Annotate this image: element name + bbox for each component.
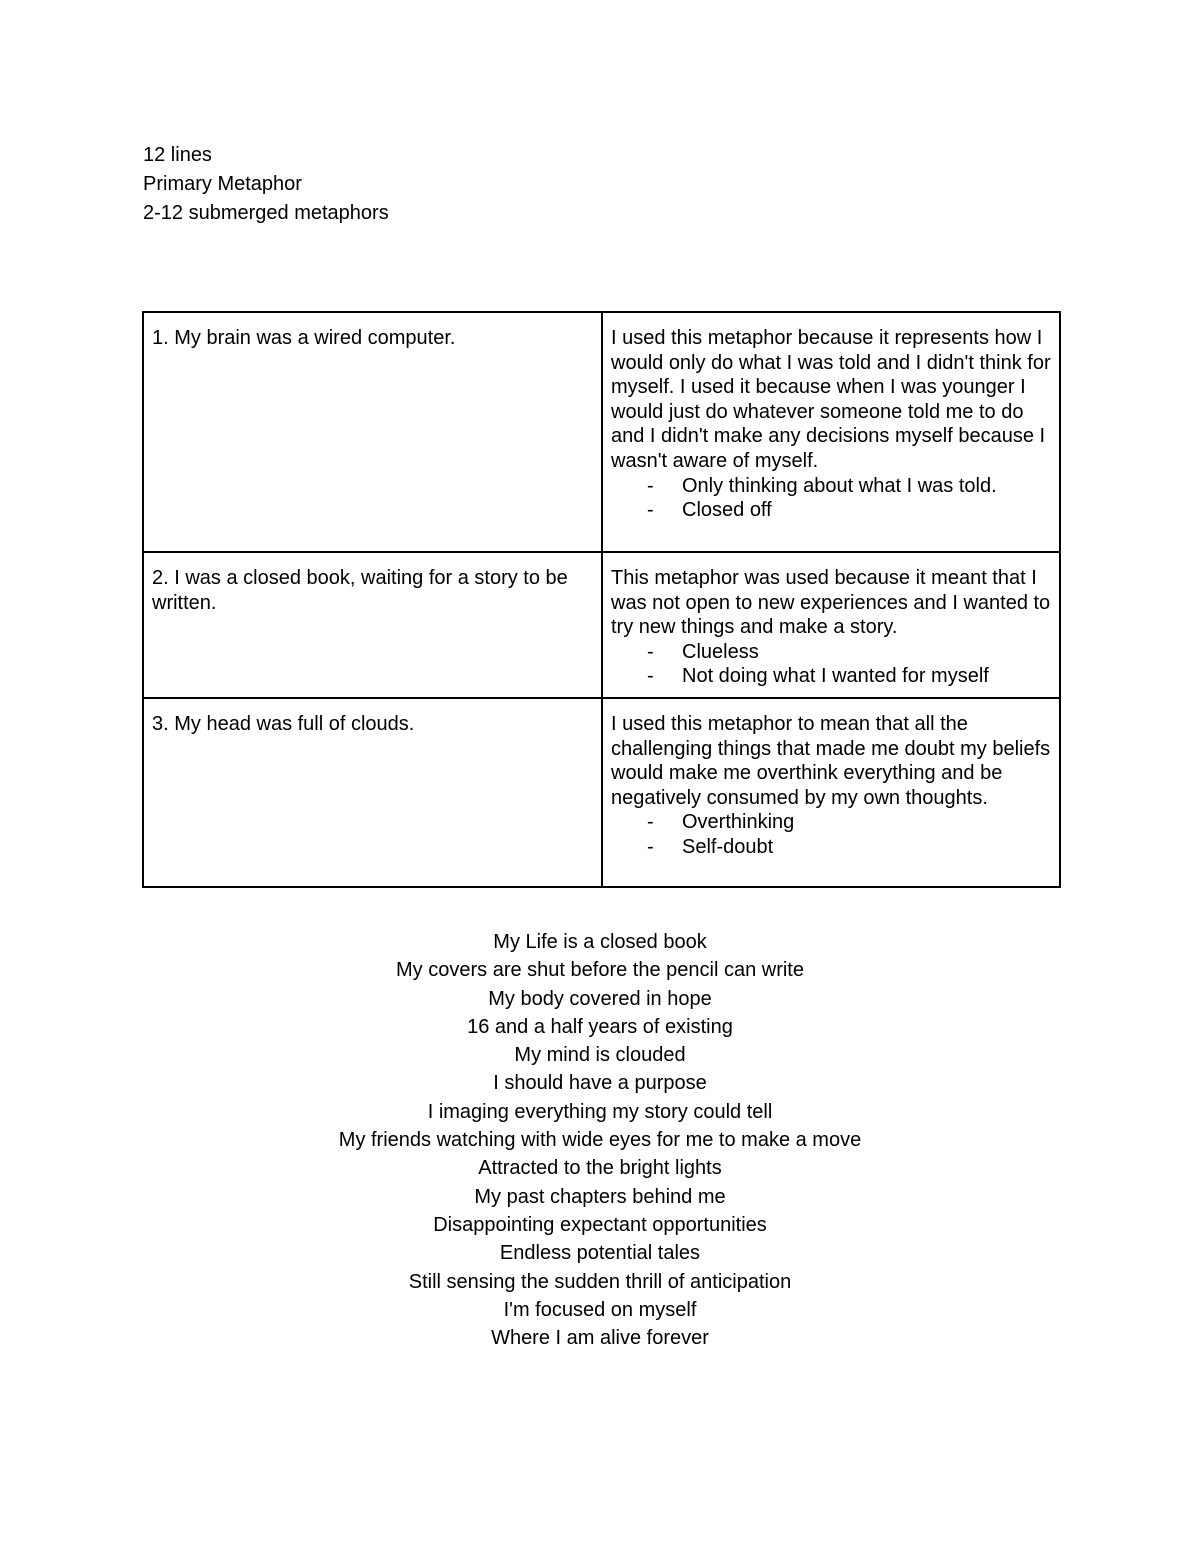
poem-line: Disappointing expectant opportunities xyxy=(433,1213,767,1236)
poem-line: I imaging everything my story could tell xyxy=(427,1100,773,1123)
assignment-requirements xyxy=(143,141,389,228)
bullet-item: - Overthinking xyxy=(611,810,1051,835)
explanation-cell xyxy=(602,552,1060,698)
poem-line: Where I am alive forever xyxy=(491,1327,709,1350)
table-row xyxy=(143,312,1060,552)
poem xyxy=(0,928,1200,1352)
poem-line: Attracted to the bright lights xyxy=(478,1157,722,1180)
explanation-cell xyxy=(602,312,1060,552)
poem-line: I should have a purpose xyxy=(493,1072,707,1095)
explanation-text: I used this metaphor because it represents how I would only do what I was told and I didn't think for myself. I used it because when I was younger I would just do whatever someone told me to do and I didn't make any decisions myself because I wasn't aware of myself. xyxy=(611,327,1051,472)
requirement-line: 2-12 submerged metaphors xyxy=(143,202,389,224)
poem-line: Endless potential tales xyxy=(499,1242,701,1265)
explanation-text: I used this metaphor to mean that all the challenging things that made me doubt my beliefs would make me overthink everything and be negatively consumed by my own thoughts. xyxy=(611,712,1051,809)
bullet-list xyxy=(611,810,1051,859)
table-row xyxy=(143,698,1060,887)
explanation-text: This metaphor was used because it meant that I was not open to new experiences and I wanted to try new things and make a story. xyxy=(611,567,1051,639)
bullet-list xyxy=(611,474,1051,523)
requirement-line: 12 lines xyxy=(143,144,212,166)
bullet-list xyxy=(611,640,1051,689)
table-row xyxy=(143,552,1060,698)
metaphor-cell: 1. My brain was a wired computer. xyxy=(143,312,602,552)
poem-line: My mind is clouded xyxy=(514,1044,686,1067)
bullet-item: - Not doing what I wanted for myself xyxy=(611,664,1051,689)
requirement-line: Primary Metaphor xyxy=(143,173,302,195)
bullet-item: - Closed off xyxy=(611,498,1051,523)
poem-line: My past chapters behind me xyxy=(474,1185,726,1208)
explanation-cell xyxy=(602,698,1060,887)
poem-line: I'm focused on myself xyxy=(503,1298,697,1321)
poem-line: 16 and a half years of existing xyxy=(467,1015,733,1038)
bullet-item: - Self-doubt xyxy=(611,835,1051,860)
metaphor-table xyxy=(142,311,1061,888)
poem-line: My friends watching with wide eyes for me to make a move xyxy=(338,1129,862,1152)
poem-line: My body covered in hope xyxy=(488,987,712,1010)
bullet-item: - Only thinking about what I was told. xyxy=(611,474,1051,499)
bullet-item: - Clueless xyxy=(611,640,1051,665)
metaphor-cell: 2. I was a closed book, waiting for a story to be written. xyxy=(143,552,602,698)
metaphor-cell: 3. My head was full of clouds. xyxy=(143,698,602,887)
poem-line: My covers are shut before the pencil can write xyxy=(396,959,804,982)
poem-line: My Life is a closed book xyxy=(493,931,707,953)
poem-line: Still sensing the sudden thrill of anticipation xyxy=(408,1270,792,1293)
